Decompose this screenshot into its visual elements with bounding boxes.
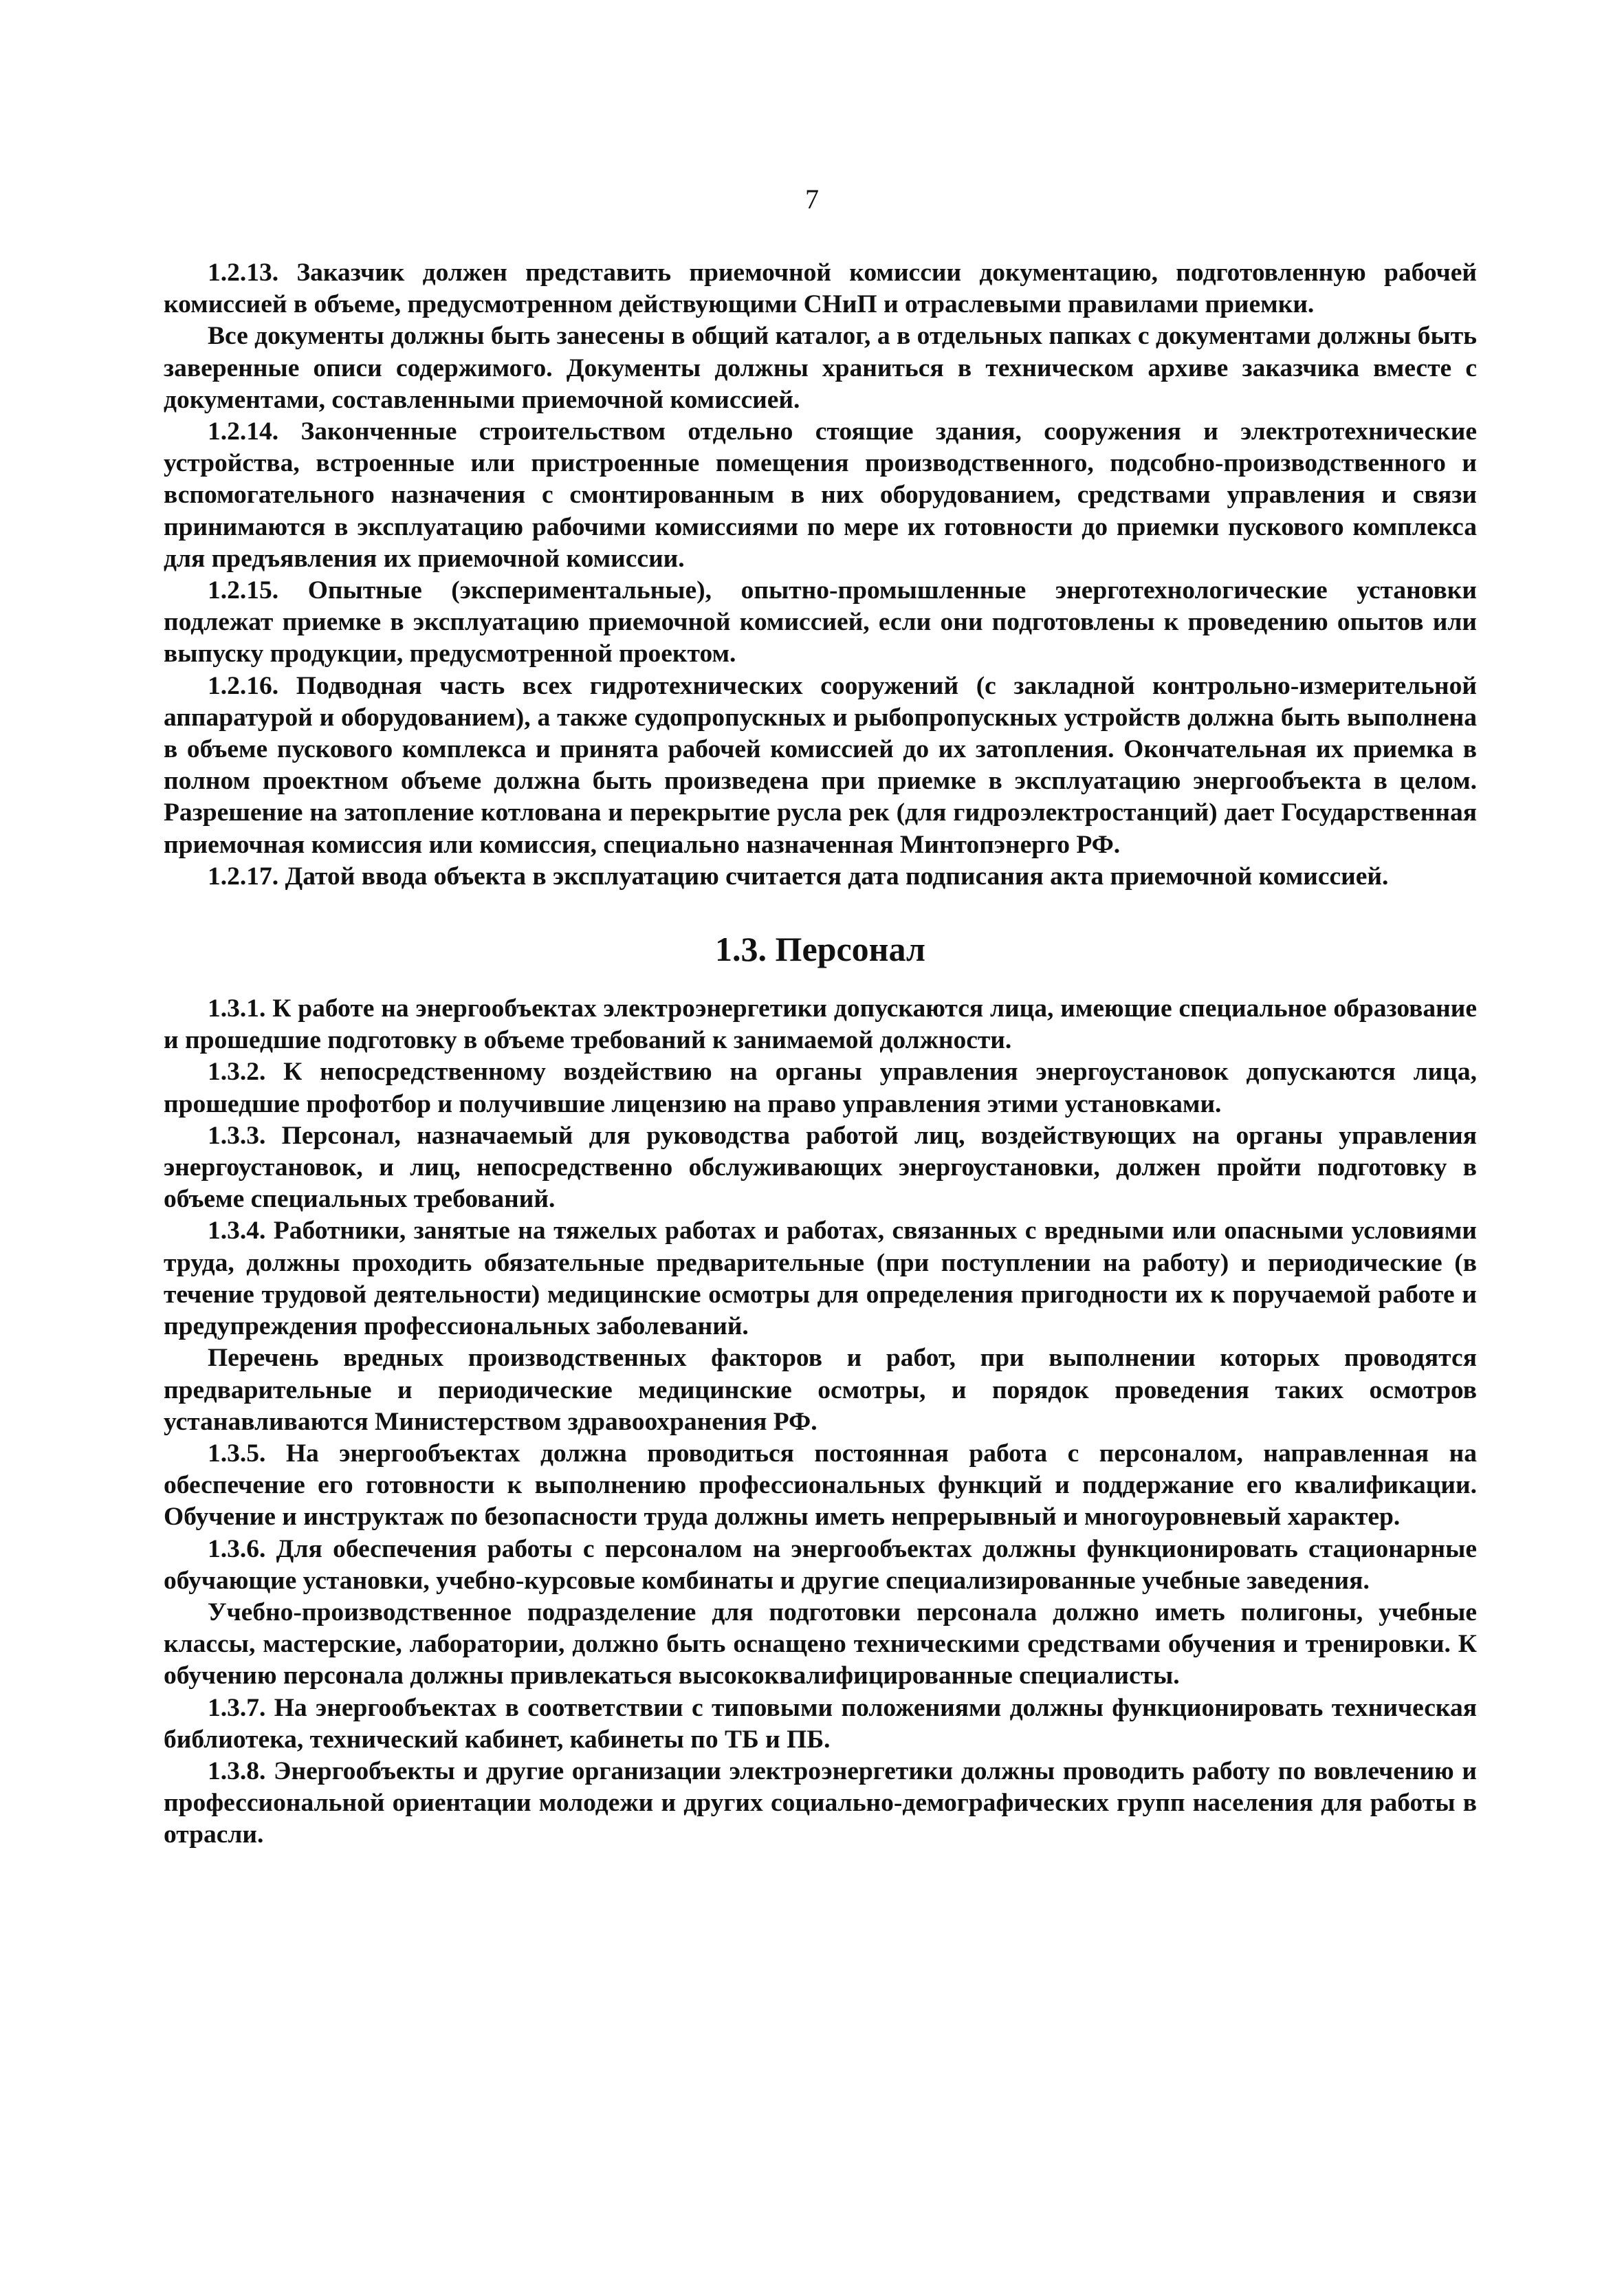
clause-1-3-2: 1.3.2. К непосредственному воздействию на органы управления энергоустановок допускаются лица, прошедшие профотбор и получившие лицензию на право управления этими установками. bbox=[164, 1058, 1477, 1118]
page-body bbox=[164, 257, 1477, 1851]
section-heading-personnel: 1.3. Персонал bbox=[715, 930, 925, 969]
page-number: 7 bbox=[805, 184, 819, 215]
clause-1-3-6: 1.3.6. Для обеспечения работы с персоналом на энергообъектах должны функционировать стационарные обучающие установки, учебно-курсовые комбинаты и другие специализированные учебные заведения. bbox=[164, 1534, 1477, 1595]
clause-1-2-16: 1.2.16. Подводная часть всех гидротехнических сооружений (с закладной контрольно-измерительной аппаратурой и оборудованием), а также судопропускных и рыбопропускных устройств должна быть выполнена в объеме пускового комплекса и принята рабочей комиссией до их затопления. Окончательная их приемка в полном проектном объеме должна быть произведена при приемке в эксплуатацию энергообъекта в целом. Разрешение на затопление котлована и перекрытие русла рек (для гидроэлектростанций) дает Государственная приемочная комиссия или комиссия, специально назначенная Минтопэнерго РФ. bbox=[164, 671, 1477, 859]
clause-1-2-13: 1.2.13. Заказчик должен представить приемочной комиссии документацию, подготовленную рабочей комиссией в объеме, предусмотренном действующими СНиП и отраслевыми правилами приемки. bbox=[164, 259, 1477, 319]
clause-1-3-3: 1.3.3. Персонал, назначаемый для руководства работой лиц, воздействующих на органы управления энергоустановок, и лиц, непосредственно обслуживающих энергоустановки, должен пройти подготовку в объеме специальных требований. bbox=[164, 1121, 1477, 1214]
clause-1-2-13-continuation: Все документы должны быть занесены в общий каталог, а в отдельных папках с документами должны быть заверенные описи содержимого. Документы должны храниться в техническом архиве заказчика вместе с документами, составленными приемочной комиссией. bbox=[164, 322, 1477, 414]
clause-1-3-6-continuation: Учебно-производственное подразделение для подготовки персонала должно иметь полигоны, учебные классы, мастерские, лаборатории, должно быть оснащено техническими средствами обучения и тренировки. К обучению персонала должны привлекаться высококвалифицированные специалисты. bbox=[164, 1598, 1477, 1690]
clause-1-3-1: 1.3.1. К работе на энергообъектах электроэнергетики допускаются лица, имеющие специальное образование и прошедшие подготовку в объеме требований к занимаемой должности. bbox=[164, 994, 1477, 1055]
clause-1-2-17: 1.2.17. Датой ввода объекта в эксплуатацию считается дата подписания акта приемочной комиссией. bbox=[208, 862, 1389, 891]
clause-1-3-5: 1.3.5. На энергообъектах должна проводиться постоянная работа с персоналом, направленная на обеспечение его готовности к выполнению профессиональных функций и поддержание его квалификации. Обучение и инструктаж по безопасности труда должны иметь непрерывный и многоуровневый характер. bbox=[164, 1439, 1477, 1532]
clause-1-3-4: 1.3.4. Работники, занятые на тяжелых работах и работах, связанных с вредными или опасными условиями труда, должны проходить обязательные предварительные (при поступлении на работу) и периодические (в течение трудовой деятельности) медицинские осмотры для определения пригодности их к поручаемой работе и предупреждения профессиональных заболеваний. bbox=[164, 1217, 1477, 1341]
clause-1-3-4-continuation: Перечень вредных производственных факторов и работ, при выполнении которых проводятся предварительные и периодические медицинские осмотры, и порядок проведения таких осмотров устанавливаются Министерством здравоохранения РФ. bbox=[164, 1344, 1477, 1436]
clause-1-2-15: 1.2.15. Опытные (экспериментальные), опытно-промышленные энерготехнологические установки подлежат приемке в эксплуатацию приемочной комиссией, если они подготовлены к проведению опытов или выпуску продукции, предусмотренной проектом. bbox=[164, 576, 1477, 668]
clause-1-2-14: 1.2.14. Законченные строительством отдельно стоящие здания, сооружения и электротехнические устройства, встроенные или пристроенные помещения производственного, подсобно-производственного и вспомогательного назначения с смонтированным в них оборудованием, средствами управления и связи принимаются в эксплуатацию рабочими комиссиями по мере их готовности до приемки пускового комплекса для предъявления их приемочной комиссии. bbox=[164, 417, 1477, 573]
clause-1-3-7: 1.3.7. На энергообъектах в соответствии с типовыми положениями должны функционировать техническая библиотека, технический кабинет, кабинеты по ТБ и ПБ. bbox=[164, 1693, 1477, 1754]
clause-1-3-8: 1.3.8. Энергообъекты и другие организации электроэнергетики должны проводить работу по вовлечению и профессиональной ориентации молодежи и других социально-демографических групп населения для работы в отрасли. bbox=[164, 1756, 1477, 1849]
